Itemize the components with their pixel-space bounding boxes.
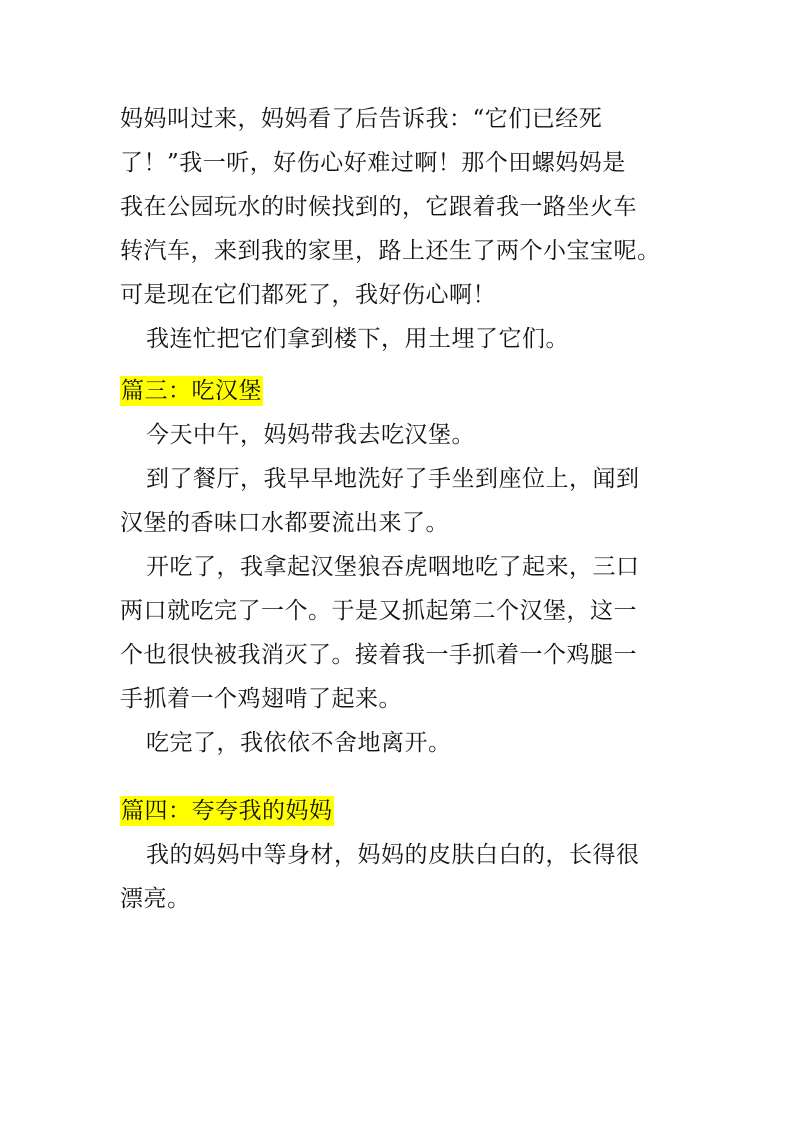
paragraph-line: 我连忙把它们拿到楼下，用土埋了它们。 [146, 326, 569, 352]
paragraph-line: 我的妈妈中等身材，妈妈的皮肤白白的，长得很 [146, 842, 640, 868]
paragraph-line: 吃完了，我依依不舍地离开。 [146, 730, 452, 756]
paragraph-line: 开吃了，我拿起汉堡狼吞虎咽地吃了起来，三口 [146, 554, 640, 580]
paragraph-line: 今天中午，妈妈带我去吃汉堡。 [146, 422, 475, 448]
paragraph-line: 了！”我一听，好伤心好难过啊！那个田螺妈妈是 [120, 150, 626, 176]
paragraph-line: 转汽车，来到我的家里，路上还生了两个小宝宝呢。 [120, 238, 661, 264]
section-heading: 篇三：吃汉堡 [121, 378, 262, 404]
paragraph-line: 妈妈叫过来，妈妈看了后告诉我：“它们已经死 [120, 106, 603, 132]
paragraph-line: 汉堡的香味口水都要流出来了。 [120, 510, 449, 536]
paragraph-line: 漂亮。 [120, 886, 191, 912]
section-heading: 篇四：夸夸我的妈妈 [121, 798, 333, 824]
paragraph-line: 个也很快被我消灭了。接着我一手抓着一个鸡腿一 [120, 642, 637, 668]
paragraph-line: 到了餐厅，我早早地洗好了手坐到座位上，闻到 [146, 466, 640, 492]
paragraph-line: 两口就吃完了一个。于是又抓起第二个汉堡，这一 [120, 598, 637, 624]
paragraph-line: 我在公园玩水的时候找到的，它跟着我一路坐火车 [120, 194, 637, 220]
paragraph-line: 手抓着一个鸡翅啃了起来。 [120, 686, 402, 712]
paragraph-line: 可是现在它们都死了，我好伤心啊！ [120, 282, 496, 308]
